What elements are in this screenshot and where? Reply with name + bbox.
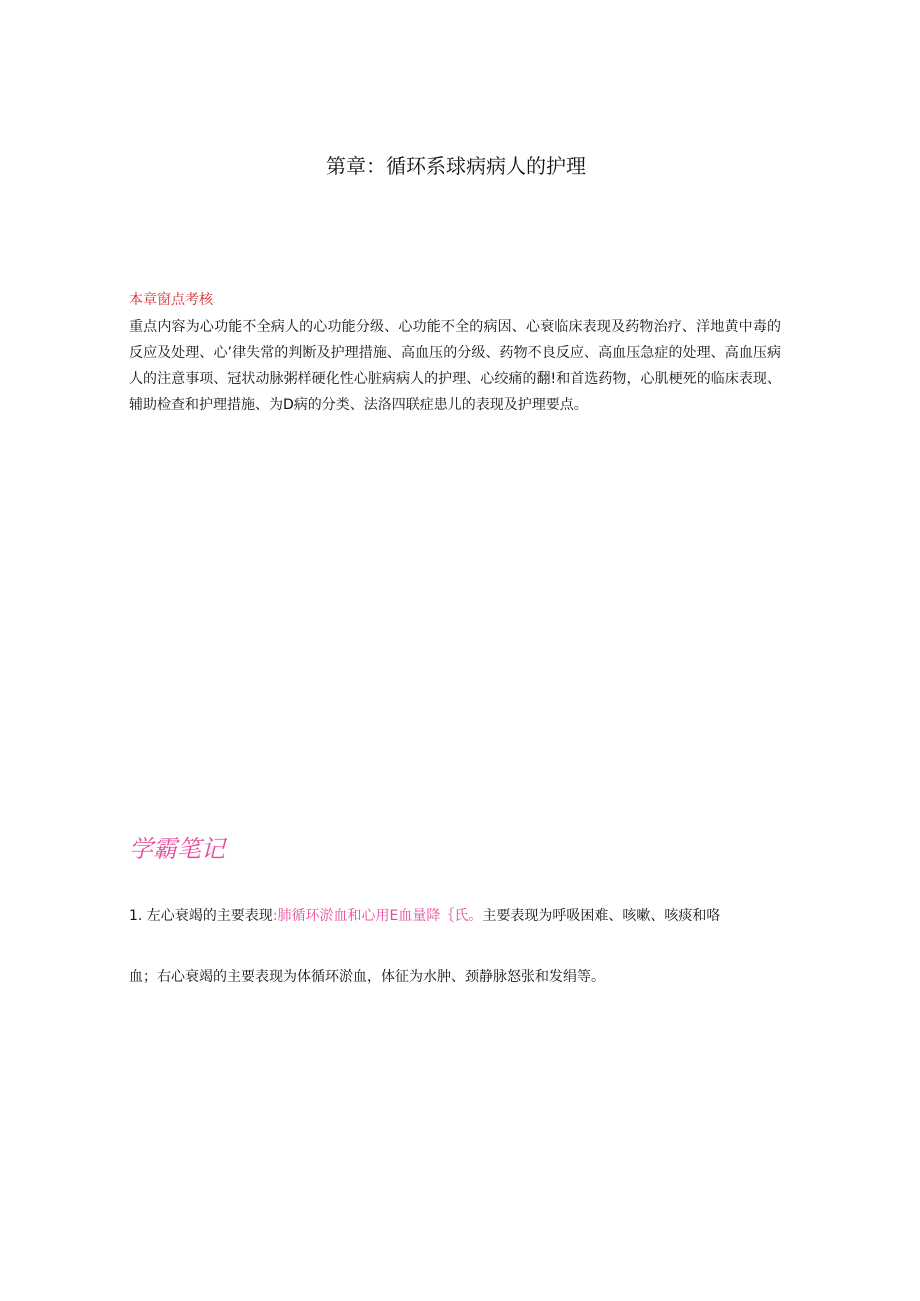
- note-item-1-continuation: 血；右心衰竭的主要表现为体循环淤血，体征为水肿、颈静脉怒张和发绢等。: [129, 969, 605, 985]
- note-item-1-suffix: 主要表现为呼吸困难、咳嗽、咳痰和咯: [482, 908, 721, 924]
- note-item-1-prefix: 1. 左心衰竭的主要表现: [129, 908, 273, 924]
- notes-section-heading: 学霸笔记: [129, 835, 225, 863]
- note-item-1: [129, 905, 781, 927]
- exam-section-heading: 本章窗点考核: [129, 292, 213, 308]
- note-item-1-highlight: :肺循环淤血和心用E血量降｛氏。: [272, 908, 483, 924]
- page-title: 第章：循环系球病病人的护理: [326, 154, 586, 178]
- exam-section-body: 重点内容为心功能不全病人的心功能分级、心功能不全的病因、心衰临床表现及药物治疗、洋地黄中毒的反应及处理、心’律失常的判断及护理措施、高血压的分级、药物不良反应、高血压急症的处理、高血压病人的注意事项、冠状动脉粥样硬化性心脏病病人的护理、心绞痛的翻!和首选药物，心肌梗死的临床表现、辅助检查和护理措施、为D病的分类、法洛四联症患儿的表现及护理要点。: [129, 319, 781, 413]
